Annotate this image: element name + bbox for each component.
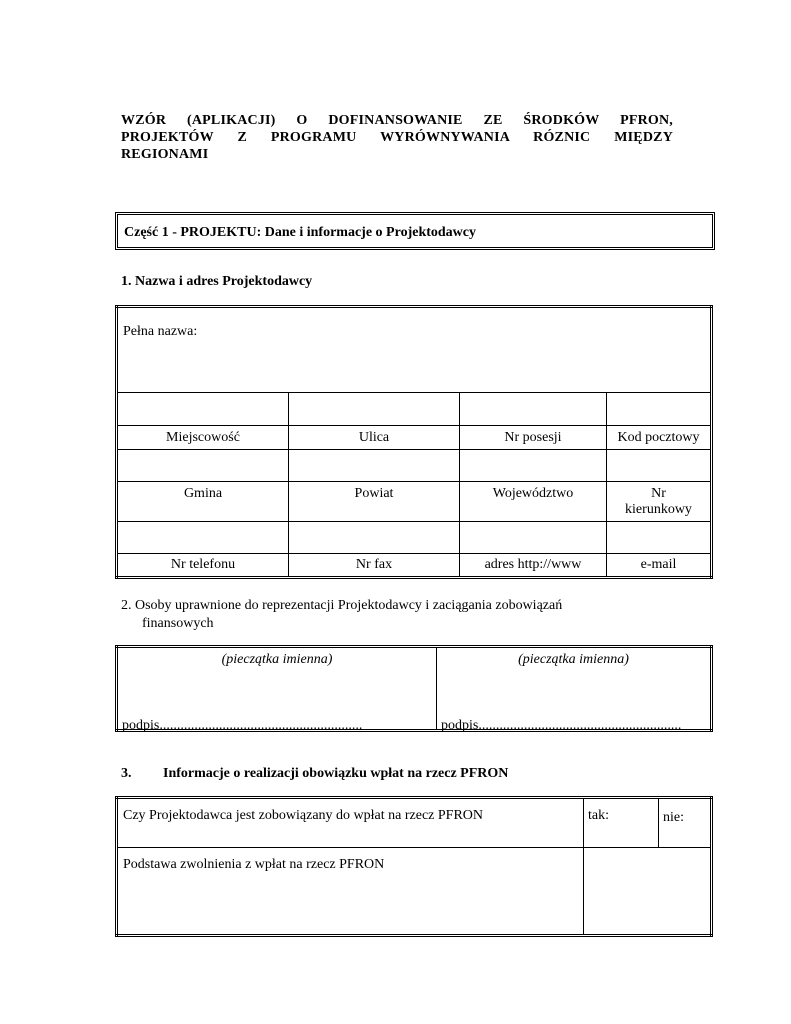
exemption-input[interactable] <box>584 848 712 936</box>
fax-input[interactable] <box>289 522 460 554</box>
representative-1-cell[interactable] <box>117 647 437 731</box>
part1-label: Część 1 - PROJEKTU: Dane i informacje o Projektodawcy <box>124 225 477 240</box>
voivodeship-input[interactable] <box>460 450 607 482</box>
stamp-label-2: (pieczątka imienna) <box>518 652 629 667</box>
yes-field[interactable] <box>584 798 659 848</box>
document-title <box>121 112 673 163</box>
email-input[interactable] <box>607 522 712 554</box>
section2-heading-line-1: 2. Osoby uprawnione do reprezentacji Projektodawcy i zaciągania zobowiązań <box>121 598 563 613</box>
applicant-address-table <box>115 305 713 579</box>
yes-label: tak: <box>588 808 609 823</box>
title-line-2: PROJEKTÓW Z PROGRAMU WYRÓWNYWANIA RÓZNIC MIĘDZY <box>121 130 673 145</box>
commune-input[interactable] <box>117 450 289 482</box>
county-input[interactable] <box>289 450 460 482</box>
voivodeship-label: Województwo <box>460 482 607 522</box>
part1-box <box>115 212 715 250</box>
house-number-input[interactable] <box>460 393 607 426</box>
exemption-label-cell <box>117 848 584 936</box>
no-field[interactable] <box>659 798 712 848</box>
city-label: Miejscowość <box>117 426 289 450</box>
street-input[interactable] <box>289 393 460 426</box>
commune-label: Gmina <box>117 482 289 522</box>
representatives-table <box>115 645 713 732</box>
section3-number: 3. <box>121 766 132 781</box>
signature-line-2: podpis.......................................................... <box>441 718 682 732</box>
exemption-label: Podstawa zwolnienia z wpłat na rzecz PFRON <box>123 857 385 872</box>
county-label: Powiat <box>289 482 460 522</box>
full-name-label: Pełna nazwa: <box>123 324 198 339</box>
obligation-question: Czy Projektodawca jest zobowiązany do wpłat na rzecz PFRON <box>117 798 584 848</box>
full-name-field[interactable] <box>117 307 712 393</box>
street-label: Ulica <box>289 426 460 450</box>
postal-code-input[interactable] <box>607 393 712 426</box>
no-label: nie: <box>663 810 684 825</box>
stamp-label-1: (pieczątka imienna) <box>221 652 333 667</box>
section1-heading: 1. Nazwa i adres Projektodawcy <box>121 274 313 289</box>
section2-heading-line-2: finansowych <box>142 616 214 631</box>
city-input[interactable] <box>117 393 289 426</box>
fax-label: Nr fax <box>289 554 460 578</box>
email-label: e-mail <box>607 554 712 578</box>
section3-heading <box>121 766 508 782</box>
representative-2-cell[interactable] <box>437 647 712 731</box>
signature-line-1: podpis.......................................................... <box>122 718 363 732</box>
section2-heading <box>121 597 562 633</box>
website-label: adres http://www <box>460 554 607 578</box>
pfron-obligation-table <box>115 796 713 937</box>
area-code-label: Nr kierunkowy <box>607 482 712 522</box>
area-code-input[interactable] <box>607 450 712 482</box>
postal-code-label: Kod pocztowy <box>607 426 712 450</box>
title-line-3: REGIONAMI <box>121 147 209 162</box>
phone-label: Nr telefonu <box>117 554 289 578</box>
house-number-label: Nr posesji <box>460 426 607 450</box>
phone-input[interactable] <box>117 522 289 554</box>
website-input[interactable] <box>460 522 607 554</box>
section3-title: Informacje o realizacji obowiązku wpłat na rzecz PFRON <box>163 766 509 781</box>
title-line-1: WZÓR (APLIKACJI) O DOFINANSOWANIE ZE ŚRODKÓW PFRON, <box>121 113 673 128</box>
